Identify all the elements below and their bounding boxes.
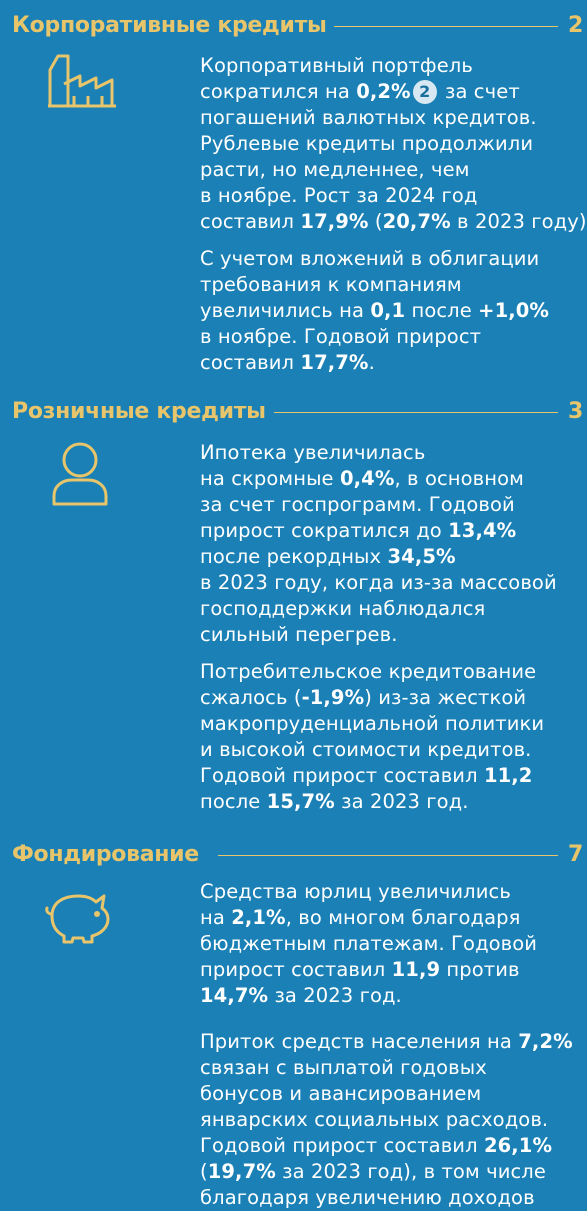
text-segment: Корпоративный портфель [200,54,473,77]
factory-icon [44,48,120,110]
text-line [200,984,402,1007]
highlight-value: 17,7% [300,351,369,374]
text-line [200,958,520,981]
highlight-value: 0,2% [356,80,411,103]
text-segment: за 2023 год. [268,984,402,1007]
text-segment: Потребительское кредитование [200,660,537,683]
text-segment: господдержки наблюдался [200,597,486,620]
text-segment: Приток средств населения на [200,1030,519,1053]
text-segment: после рекордных [200,545,388,568]
text-segment: на скромные [200,467,340,490]
highlight-value: 0,1 [370,299,406,322]
text-line [200,441,425,464]
text-line [200,325,481,348]
highlight-value: 2,1% [231,906,286,929]
text-segment: Средства юрлиц увеличились [200,880,511,903]
text-segment: после [405,299,479,322]
highlight-value: 19,7% [207,1160,276,1183]
page-reference-number: 3 [568,399,584,424]
text-line [200,493,515,516]
text-segment: ( [200,1160,208,1183]
text-segment: бонусов и авансированием [200,1082,482,1105]
text-line [200,106,537,129]
text-segment: январских социальных расходов. [200,1108,549,1131]
highlight-value: 7,2% [518,1030,573,1053]
paragraph [200,246,580,376]
text-line [200,467,524,490]
paragraph [200,440,580,648]
highlight-value: 34,5% [387,545,456,568]
highlight-value: 11,9 [391,958,441,981]
piggy-bank-icon [42,884,118,944]
text-line [200,1160,546,1183]
text-line [200,764,532,787]
section-header [12,842,584,882]
text-segment: Ипотека увеличилась [200,441,426,464]
text-line [200,738,531,761]
text-line [200,519,516,542]
text-segment: после [200,790,267,813]
highlight-value: 11,2 [483,764,533,787]
text-segment: в 2023 году) [450,210,587,233]
text-line [200,132,533,155]
text-segment: за 2023 год. [334,790,469,813]
text-line [200,273,462,296]
text-line [200,906,520,929]
highlight-value: -1,9% [301,686,365,709]
section-title: Корпоративные кредиты [12,13,327,38]
text-segment: увеличились на [200,299,371,322]
text-line [200,790,469,813]
text-line [200,932,537,955]
text-line [200,80,520,103]
text-segment: в ноябре. Рост за 2024 год [200,184,478,207]
text-segment: и высокой стоимости кредитов. [200,738,532,761]
section-title: Розничные кредиты [12,399,266,424]
text-line [200,1108,548,1131]
highlight-value: 26,1% [483,1134,553,1157]
text-segment: Годовой прирост составил [200,1134,484,1157]
text-segment: составил [200,351,301,374]
text-segment: составил [200,210,301,233]
text-line [200,210,587,233]
text-segment: сократился на [200,80,357,103]
page-reference-number: 7 [568,842,584,867]
highlight-value: 0,4% [339,467,395,490]
text-segment: связан с выплатой годовых [200,1056,487,1079]
text-segment: ) из-за жесткой [364,686,527,709]
text-segment: прирост составил [200,958,392,981]
text-line [200,880,511,903]
text-segment: расти, но медленнее, чем [200,158,470,181]
paragraph [200,1029,580,1211]
header-divider [334,26,558,27]
text-line [200,597,485,620]
paragraph [200,53,587,235]
footnote-badge[interactable]: 2 [413,80,437,104]
text-segment: погашений валютных кредитов. [200,106,537,129]
paragraph [200,879,580,1009]
text-line [200,571,557,594]
text-line [200,247,539,270]
text-segment: ( [368,210,383,233]
text-line [200,712,544,735]
text-segment: против [440,958,520,981]
text-line [200,1030,573,1053]
text-segment: , во многом благодаря [285,906,521,929]
highlight-value: 15,7% [266,790,335,813]
text-line [200,1186,535,1209]
highlight-value: 20,7% [382,210,451,233]
text-segment: . [368,351,375,374]
highlight-value: 13,4% [448,519,517,542]
text-segment: за 2023 год), в том числе [275,1160,546,1183]
text-segment: прирост сократился до [200,519,449,542]
text-segment: , в основном [394,467,524,490]
person-icon [48,440,112,508]
text-segment: сжалось ( [200,686,302,709]
text-line [200,660,536,683]
text-line [200,54,473,77]
section-header [12,13,584,53]
text-line [200,1134,552,1157]
text-segment: бюджетным платежам. Годовой [200,932,538,955]
text-segment: Рублевые кредиты продолжили [200,132,534,155]
text-line [200,1056,487,1079]
text-segment: в 2023 году, когда из-за массовой [200,571,557,594]
paragraph [200,659,580,815]
text-segment: за счет [438,80,520,103]
text-line [200,1082,481,1105]
section-header [12,399,584,439]
text-line [200,299,549,322]
text-line [200,351,375,374]
text-segment: в ноябре. Годовой прирост [200,325,482,348]
highlight-value: 14,7% [200,984,269,1007]
header-divider [218,855,558,856]
text-segment: требования к компаниям [200,273,462,296]
text-segment: Годовой прирост составил [200,764,484,787]
header-divider [274,412,558,413]
text-line [200,158,470,181]
text-line [200,623,398,646]
page-reference-number: 2 [568,13,584,38]
text-segment: сильный перегрев. [200,623,398,646]
text-segment: макропруденциальной политики [200,712,545,735]
text-segment: С учетом вложений в облигации [200,247,540,270]
text-line [200,184,477,207]
text-segment: благодаря увеличению доходов [200,1186,535,1209]
text-segment: на [200,906,232,929]
highlight-value: +1,0% [478,299,550,322]
highlight-value: 17,9% [300,210,369,233]
text-segment: за счет госпрограмм. Годовой [200,493,515,516]
section-title: Фондирование [12,842,199,867]
text-line [200,545,456,568]
text-line [200,686,526,709]
